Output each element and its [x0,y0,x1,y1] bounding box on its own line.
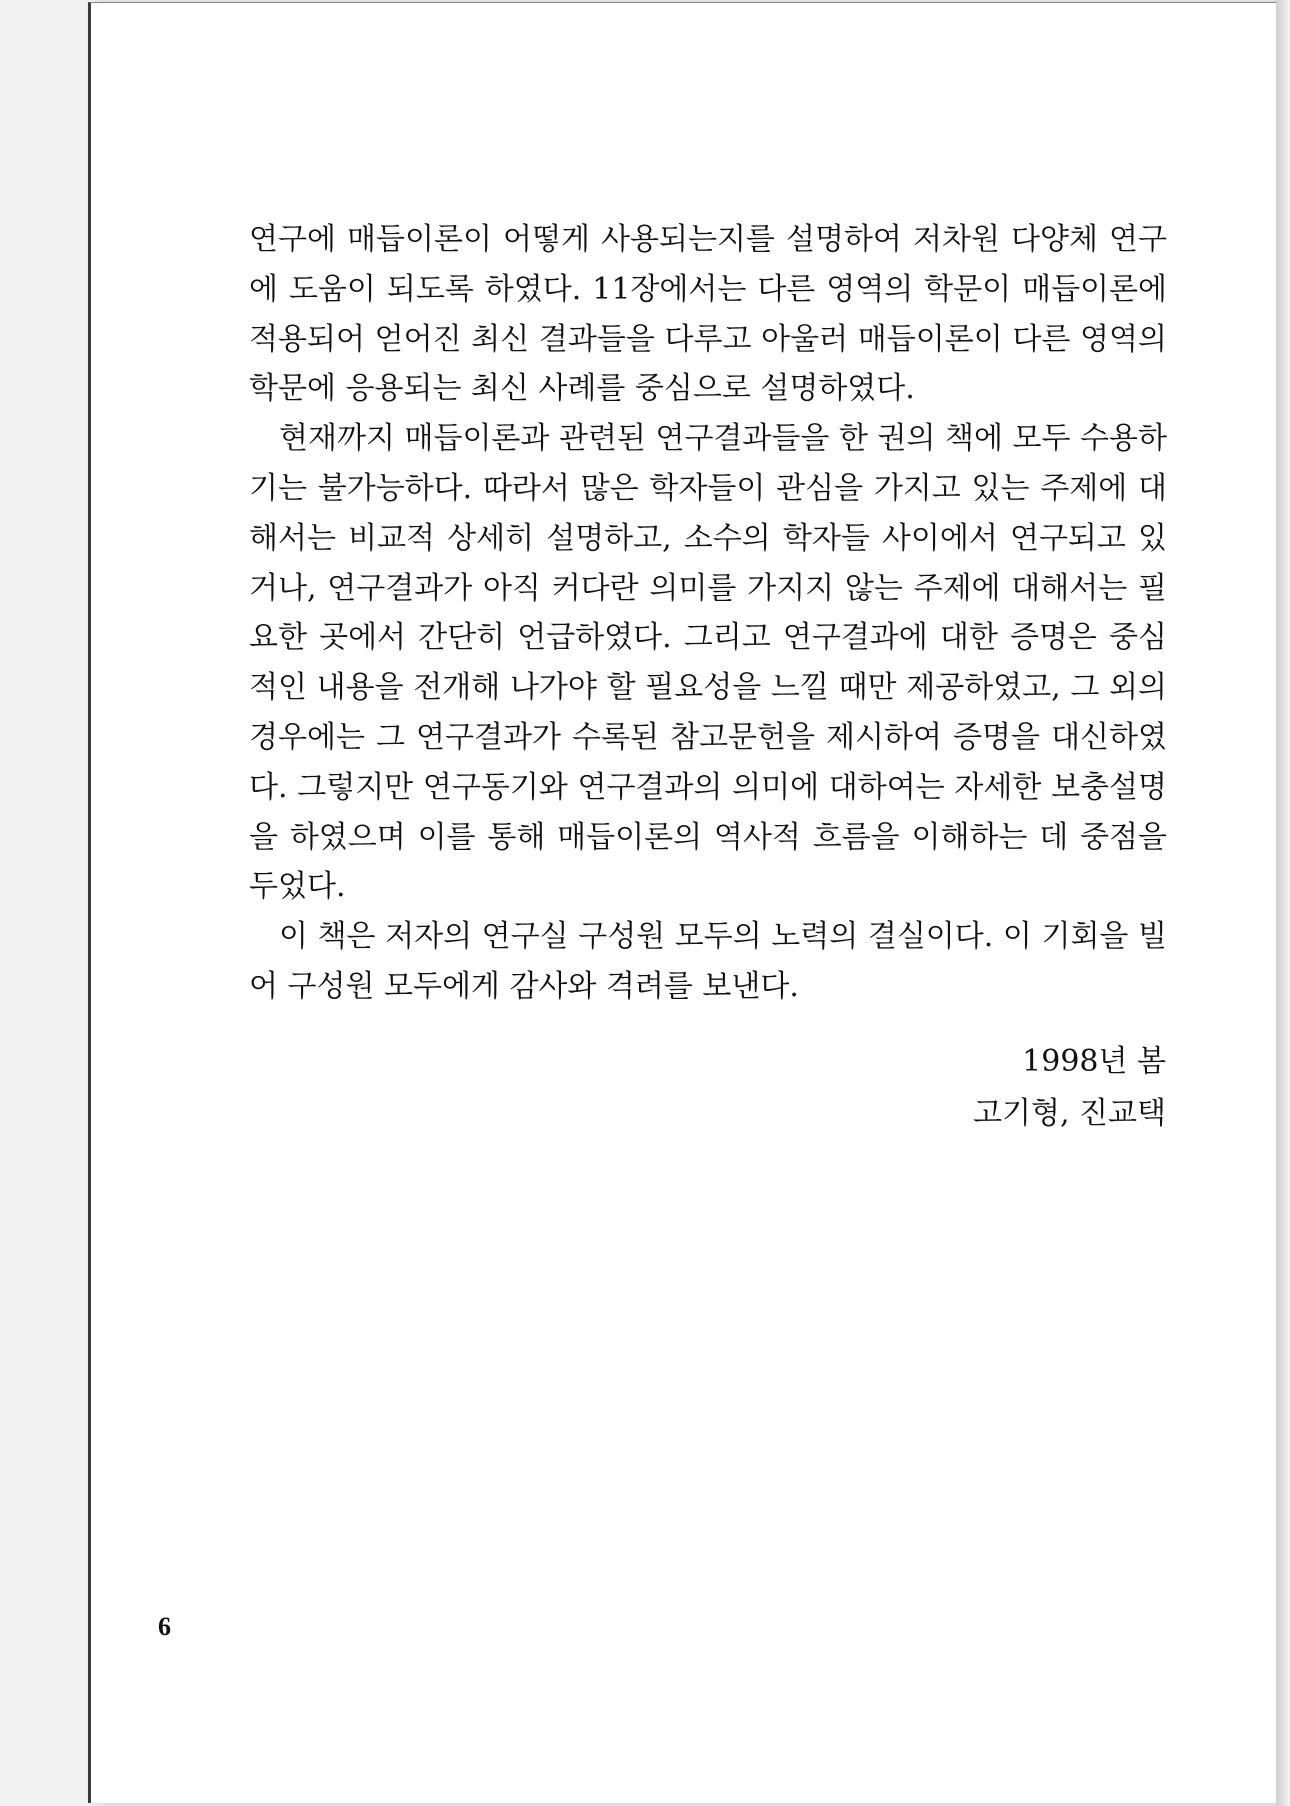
page-number: 6 [158,1612,171,1641]
body-text [249,215,1167,1012]
page-edge-shadow [1276,0,1290,1806]
signature-authors: 고기형, 진교택 [973,1096,1166,1131]
paragraph-acknowledgement: 이 책은 저자의 연구실 구성원 모두의 노력의 결실이다. 이 기회을 빌어 구성원 모두에게 감사와 격려를 보낸다. [249,919,1167,1004]
paragraph-continuation: 연구에 매듭이론이 어떻게 사용되는지를 설명하여 저차원 다양체 연구에 도움이 되도록 하였다. 11장에서는 다른 영역의 학문이 매듭이론에 적용되어 얻어진 최신 결과들을 다루고 아울러 매듭이론이 다른 영역의 학문에 응용되는 최신 사례를 중심으로 설명하였다. [249,222,1167,407]
paragraph-research-scope: 현재까지 매듭이론과 관련된 연구결과들을 한 권의 책에 모두 수용하기는 불가능하다. 따라서 많은 학자들이 관심을 가지고 있는 주제에 대해서는 비교적 상세히 설명하고, 소수의 학자들 사이에서 연구되고 있거나, 연구결과가 아직 커다란 의미를 가지지 않는 주제에 대해서는 필요한 곳에서 간단히 언급하였다. 그리고 연구결과에 대한 증명은 중심적인 내용을 전개해 나가야 할 필요성을 느낄 때만 제공하였고, 그 외의 경우에는 그 연구결과가 수록된 참고문헌을 제시하여 증명을 대신하였다. 그렇지만 연구동기와 연구결과의 의미에 대하여는 자세한 보충설명을 하였으며 이를 통해 매듭이론의 역사적 흐름을 이해하는 데 중점을 두었다. [249,421,1167,905]
signature-block [620,1036,1166,1140]
book-page [88,2,1279,1803]
signature-date: 1998년 봄 [1022,1044,1166,1079]
